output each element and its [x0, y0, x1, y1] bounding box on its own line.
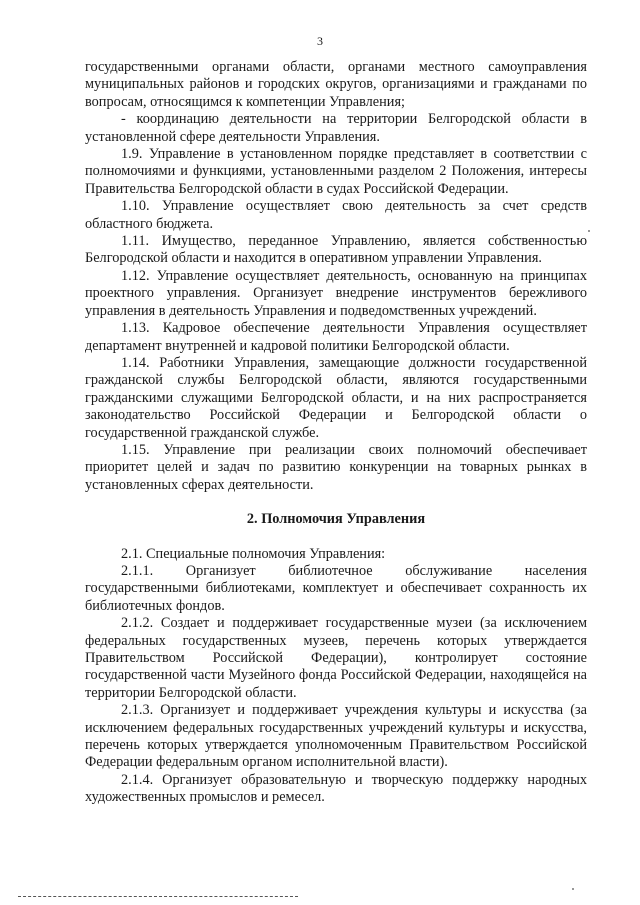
footer-rule: [18, 896, 298, 897]
paragraph-1-13: 1.13. Кадровое обеспечение деятельности Управления осуществляет департамент внутренней и кадровой политики Белгородской области.: [85, 320, 587, 354]
paragraph-continuation: государственными органами области, органами местного самоуправления муниципальных районов и городских округов, организациями и гражданами по вопросам, относящимся к компетенции Управления;: [85, 59, 587, 110]
paragraph-2-1-2: 2.1.2. Создает и поддерживает государственные музеи (за исключением федеральных государственных музеев, перечень которых утверждается Правительством Российской Федерации), контролирует состояние государственной части Музейного фонда Российской Федерации, находящейся на территории Белгородской области.: [85, 615, 587, 701]
page-number: 3: [317, 34, 323, 48]
scan-speck: [588, 230, 590, 232]
paragraph-1-10: 1.10. Управление осуществляет свою деятельность за счет средств областного бюджета.: [85, 198, 587, 232]
scan-speck: [572, 888, 574, 890]
paragraph-1-9: 1.9. Управление в установленном порядке представляет в соответствии с полномочиями и функциями, установленными разделом 2 Положения, интересы Правительства Белгородской области в судах Российской Федерации.: [85, 146, 587, 197]
paragraph-1-12: 1.12. Управление осуществляет деятельность, основанную на принципах проектного управления. Организует внедрение инструментов бережливого управления в деятельность Управления и подведомственных учреждений.: [85, 267, 587, 319]
paragraph-1-14: 1.14. Работники Управления, замещающие должности государственной гражданской службы Белгородской области, являются государственными гражданскими служащими Белгородской области, и на них распространяется законодательство Российской Федерации и Белгородской области о государственной гражданской службе.: [85, 354, 587, 441]
paragraph-2-1-1: 2.1.1. Организует библиотечное обслуживание населения государственными библиотеками, комплектует и обеспечивает сохранность их библиотечных фондов.: [85, 562, 587, 614]
paragraph-2-1-3: 2.1.3. Организует и поддерживает учреждения культуры и искусства (за исключением федеральных государственных учреждений культуры и искусства, перечень которых утверждается уполномоченным Правительством Российской Федерации федеральным органом исполнительной власти).: [85, 702, 587, 771]
paragraph-2-1: 2.1. Специальные полномочия Управления:: [121, 545, 386, 562]
document-body: [85, 59, 587, 807]
paragraph-1-15: 1.15. Управление при реализации своих полномочий обеспечивает приоритет целей и задач по развитию конкуренции на товарных рынках в установленных сферах деятельности.: [85, 441, 587, 493]
paragraph-1-11: 1.11. Имущество, переданное Управлению, является собственностью Белгородской области и находится в оперативном управлении Управления.: [85, 233, 587, 267]
paragraph-2-1-4: 2.1.4. Организует образовательную и творческую поддержку народных художественных промыслов и ремесел.: [85, 771, 587, 806]
paragraph-coordination: - координацию деятельности на территории Белгородской области в установленной сфере деятельности Управления.: [85, 111, 587, 145]
section-heading: 2. Полномочия Управления: [246, 511, 426, 528]
